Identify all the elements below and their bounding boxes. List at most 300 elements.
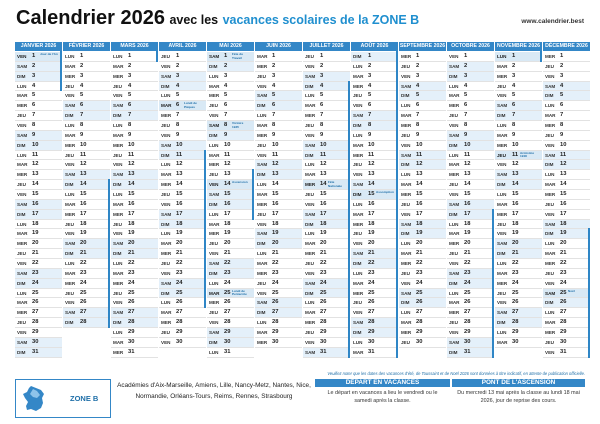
day-cell[interactable] [303,338,350,348]
day-cell[interactable] [303,249,350,259]
day-cell[interactable] [63,298,110,308]
day-cell[interactable] [495,91,542,101]
day-cell[interactable] [495,269,542,279]
day-cell[interactable] [255,111,302,121]
day-cell[interactable] [351,141,398,151]
day-cell[interactable] [159,101,206,111]
day-cell[interactable] [111,210,158,220]
day-cell[interactable] [15,289,62,299]
day-cell[interactable] [15,210,62,220]
day-cell[interactable] [399,220,446,230]
day-cell[interactable] [447,180,494,190]
day-cell[interactable] [15,170,62,180]
day-cell[interactable] [399,121,446,131]
day-cell[interactable] [111,101,158,111]
day-cell[interactable] [303,318,350,328]
day-cell[interactable] [543,91,590,101]
day-cell[interactable] [447,101,494,111]
day-cell[interactable] [111,62,158,72]
day-cell[interactable] [63,279,110,289]
day-cell[interactable] [543,210,590,220]
day-cell[interactable] [111,121,158,131]
day-cell[interactable] [255,52,302,62]
day-cell[interactable] [63,170,110,180]
day-cell[interactable] [111,190,158,200]
day-cell[interactable] [15,338,62,348]
day-cell[interactable] [399,200,446,210]
day-cell[interactable] [111,318,158,328]
day-cell[interactable] [543,190,590,200]
day-cell[interactable] [111,229,158,239]
day-cell[interactable] [207,91,254,101]
day-cell[interactable] [111,348,158,358]
day-cell[interactable] [447,170,494,180]
day-cell[interactable] [351,101,398,111]
day-cell[interactable] [303,72,350,82]
day-cell[interactable] [495,82,542,92]
day-cell[interactable] [543,180,590,190]
day-cell[interactable] [159,249,206,259]
day-cell[interactable] [351,338,398,348]
day-cell[interactable] [495,131,542,141]
day-cell[interactable] [303,62,350,72]
day-cell[interactable] [495,289,542,299]
day-cell[interactable] [303,259,350,269]
day-cell[interactable] [159,289,206,299]
day-cell[interactable] [15,279,62,289]
day-cell[interactable] [351,210,398,220]
day-cell[interactable] [159,91,206,101]
day-cell[interactable] [207,141,254,151]
day-cell[interactable] [255,239,302,249]
day-cell[interactable] [207,131,254,141]
day-cell[interactable] [63,131,110,141]
day-cell[interactable] [303,131,350,141]
day-cell[interactable] [399,338,446,348]
day-cell[interactable] [15,249,62,259]
day-cell[interactable] [63,229,110,239]
day-cell[interactable] [255,190,302,200]
day-cell[interactable] [447,121,494,131]
day-cell[interactable] [63,111,110,121]
day-cell[interactable] [207,210,254,220]
day-cell[interactable] [351,151,398,161]
day-cell[interactable] [351,190,398,200]
day-cell[interactable] [159,121,206,131]
day-cell[interactable] [255,318,302,328]
day-cell[interactable] [543,269,590,279]
day-cell[interactable] [255,180,302,190]
day-cell[interactable] [495,328,542,338]
day-cell[interactable] [255,279,302,289]
day-cell[interactable] [63,160,110,170]
day-cell[interactable] [207,220,254,230]
day-cell[interactable] [111,180,158,190]
day-cell[interactable] [303,239,350,249]
day-cell[interactable] [255,151,302,161]
day-cell[interactable] [15,101,62,111]
day-cell[interactable] [159,160,206,170]
day-cell[interactable] [351,52,398,62]
day-cell[interactable] [15,180,62,190]
day-cell[interactable] [303,269,350,279]
day-cell[interactable] [63,62,110,72]
day-cell[interactable] [447,111,494,121]
day-cell[interactable] [543,249,590,259]
day-cell[interactable] [447,72,494,82]
day-cell[interactable] [159,269,206,279]
day-cell[interactable] [207,52,254,62]
day-cell[interactable] [111,151,158,161]
day-cell[interactable] [303,52,350,62]
day-cell[interactable] [303,190,350,200]
day-cell[interactable] [207,239,254,249]
day-cell[interactable] [495,200,542,210]
day-cell[interactable] [303,121,350,131]
day-cell[interactable] [447,151,494,161]
day-cell[interactable] [399,190,446,200]
day-cell[interactable] [15,239,62,249]
day-cell[interactable] [303,348,350,358]
day-cell[interactable] [495,52,542,62]
day-cell[interactable] [63,289,110,299]
day-cell[interactable] [207,111,254,121]
day-cell[interactable] [111,289,158,299]
day-cell[interactable] [543,259,590,269]
day-cell[interactable] [399,131,446,141]
day-cell[interactable] [111,200,158,210]
day-cell[interactable] [543,200,590,210]
day-cell[interactable] [63,82,110,92]
day-cell[interactable] [207,82,254,92]
day-cell[interactable] [303,101,350,111]
day-cell[interactable] [159,170,206,180]
day-cell[interactable] [495,72,542,82]
day-cell[interactable] [399,318,446,328]
day-cell[interactable] [543,121,590,131]
day-cell[interactable] [63,141,110,151]
day-cell[interactable] [159,72,206,82]
day-cell[interactable] [63,190,110,200]
day-cell[interactable] [207,338,254,348]
day-cell[interactable] [447,338,494,348]
day-cell[interactable] [255,298,302,308]
day-cell[interactable] [351,289,398,299]
day-cell[interactable] [447,279,494,289]
day-cell[interactable] [15,151,62,161]
day-cell[interactable] [255,259,302,269]
day-cell[interactable] [399,62,446,72]
day-cell[interactable] [159,229,206,239]
day-cell[interactable] [207,160,254,170]
day-cell[interactable] [159,82,206,92]
day-cell[interactable] [111,308,158,318]
day-cell[interactable] [543,279,590,289]
day-cell[interactable] [207,101,254,111]
day-cell[interactable] [63,269,110,279]
day-cell[interactable] [351,72,398,82]
day-cell[interactable] [351,220,398,230]
day-cell[interactable] [159,210,206,220]
day-cell[interactable] [495,62,542,72]
day-cell[interactable] [255,170,302,180]
day-cell[interactable] [207,328,254,338]
day-cell[interactable] [303,91,350,101]
day-cell[interactable] [255,91,302,101]
day-cell[interactable] [399,111,446,121]
website-link[interactable]: www.calendrier.best [521,18,584,25]
day-cell[interactable] [255,249,302,259]
day-cell[interactable] [303,298,350,308]
day-cell[interactable] [111,269,158,279]
day-cell[interactable] [15,348,62,358]
day-cell[interactable] [399,249,446,259]
day-cell[interactable] [255,308,302,318]
day-cell[interactable] [255,338,302,348]
day-cell[interactable] [351,170,398,180]
day-cell[interactable] [399,259,446,269]
day-cell[interactable] [495,121,542,131]
day-cell[interactable] [399,239,446,249]
day-cell[interactable] [15,52,62,62]
day-cell[interactable] [543,170,590,180]
day-cell[interactable] [15,91,62,101]
day-cell[interactable] [15,111,62,121]
day-cell[interactable] [303,289,350,299]
day-cell[interactable] [543,338,590,348]
day-cell[interactable] [351,328,398,338]
day-cell[interactable] [303,220,350,230]
day-cell[interactable] [447,190,494,200]
day-cell[interactable] [111,131,158,141]
day-cell[interactable] [303,210,350,220]
day-cell[interactable] [351,259,398,269]
day-cell[interactable] [447,308,494,318]
day-cell[interactable] [111,259,158,269]
day-cell[interactable] [15,308,62,318]
day-cell[interactable] [207,180,254,190]
day-cell[interactable] [543,141,590,151]
day-cell[interactable] [15,62,62,72]
day-cell[interactable] [111,91,158,101]
day-cell[interactable] [15,318,62,328]
day-cell[interactable] [303,160,350,170]
day-cell[interactable] [495,101,542,111]
day-cell[interactable] [15,259,62,269]
day-cell[interactable] [303,200,350,210]
day-cell[interactable] [207,279,254,289]
day-cell[interactable] [447,82,494,92]
day-cell[interactable] [447,318,494,328]
day-cell[interactable] [543,72,590,82]
day-cell[interactable] [63,249,110,259]
day-cell[interactable] [351,249,398,259]
day-cell[interactable] [111,82,158,92]
day-cell[interactable] [495,210,542,220]
day-cell[interactable] [255,62,302,72]
day-cell[interactable] [303,279,350,289]
day-cell[interactable] [207,62,254,72]
day-cell[interactable] [159,111,206,121]
day-cell[interactable] [543,318,590,328]
day-cell[interactable] [447,269,494,279]
day-cell[interactable] [63,318,110,328]
day-cell[interactable] [399,151,446,161]
day-cell[interactable] [399,91,446,101]
day-cell[interactable] [255,229,302,239]
day-cell[interactable] [63,180,110,190]
day-cell[interactable] [447,298,494,308]
day-cell[interactable] [351,308,398,318]
day-cell[interactable] [495,249,542,259]
day-cell[interactable] [351,229,398,239]
day-cell[interactable] [159,279,206,289]
day-cell[interactable] [207,269,254,279]
day-cell[interactable] [15,72,62,82]
day-cell[interactable] [255,82,302,92]
day-cell[interactable] [63,121,110,131]
day-cell[interactable] [351,111,398,121]
day-cell[interactable] [447,220,494,230]
day-cell[interactable] [255,210,302,220]
day-cell[interactable] [111,220,158,230]
day-cell[interactable] [63,52,110,62]
day-cell[interactable] [207,121,254,131]
day-cell[interactable] [399,328,446,338]
day-cell[interactable] [351,91,398,101]
day-cell[interactable] [207,229,254,239]
day-cell[interactable] [111,72,158,82]
day-cell[interactable] [207,348,254,358]
day-cell[interactable] [447,289,494,299]
day-cell[interactable] [15,200,62,210]
day-cell[interactable] [159,328,206,338]
day-cell[interactable] [543,308,590,318]
day-cell[interactable] [495,141,542,151]
day-cell[interactable] [399,308,446,318]
day-cell[interactable] [399,141,446,151]
day-cell[interactable] [303,141,350,151]
day-cell[interactable] [63,200,110,210]
day-cell[interactable] [63,259,110,269]
day-cell[interactable] [303,170,350,180]
day-cell[interactable] [255,72,302,82]
day-cell[interactable] [399,101,446,111]
day-cell[interactable] [255,160,302,170]
day-cell[interactable] [159,180,206,190]
day-cell[interactable] [15,160,62,170]
day-cell[interactable] [543,101,590,111]
day-cell[interactable] [63,151,110,161]
day-cell[interactable] [159,131,206,141]
day-cell[interactable] [351,318,398,328]
day-cell[interactable] [63,91,110,101]
day-cell[interactable] [207,308,254,318]
day-cell[interactable] [15,220,62,230]
day-cell[interactable] [207,298,254,308]
day-cell[interactable] [111,111,158,121]
day-cell[interactable] [159,338,206,348]
day-cell[interactable] [303,308,350,318]
day-cell[interactable] [159,308,206,318]
day-cell[interactable] [543,229,590,239]
day-cell[interactable] [543,298,590,308]
day-cell[interactable] [111,141,158,151]
day-cell[interactable] [159,52,206,62]
day-cell[interactable] [447,141,494,151]
day-cell[interactable] [399,72,446,82]
day-cell[interactable] [351,269,398,279]
day-cell[interactable] [207,289,254,299]
day-cell[interactable] [207,170,254,180]
day-cell[interactable] [399,160,446,170]
day-cell[interactable] [159,190,206,200]
day-cell[interactable] [495,180,542,190]
day-cell[interactable] [447,62,494,72]
day-cell[interactable] [495,229,542,239]
day-cell[interactable] [111,298,158,308]
day-cell[interactable] [303,229,350,239]
day-cell[interactable] [111,249,158,259]
day-cell[interactable] [399,52,446,62]
day-cell[interactable] [543,239,590,249]
day-cell[interactable] [63,308,110,318]
day-cell[interactable] [111,160,158,170]
day-cell[interactable] [495,239,542,249]
day-cell[interactable] [495,170,542,180]
day-cell[interactable] [255,121,302,131]
day-cell[interactable] [447,200,494,210]
day-cell[interactable] [543,111,590,121]
day-cell[interactable] [351,239,398,249]
day-cell[interactable] [159,62,206,72]
day-cell[interactable] [447,328,494,338]
day-cell[interactable] [399,210,446,220]
day-cell[interactable] [399,229,446,239]
day-cell[interactable] [543,62,590,72]
day-cell[interactable] [495,308,542,318]
day-cell[interactable] [15,229,62,239]
day-cell[interactable] [447,91,494,101]
day-cell[interactable] [159,141,206,151]
day-cell[interactable] [351,180,398,190]
day-cell[interactable] [447,210,494,220]
day-cell[interactable] [159,151,206,161]
day-cell[interactable] [207,151,254,161]
day-cell[interactable] [495,220,542,230]
day-cell[interactable] [303,151,350,161]
day-cell[interactable] [15,141,62,151]
day-cell[interactable] [159,200,206,210]
day-cell[interactable] [399,298,446,308]
day-cell[interactable] [351,121,398,131]
day-cell[interactable] [15,298,62,308]
day-cell[interactable] [351,160,398,170]
day-cell[interactable] [351,348,398,358]
day-cell[interactable] [495,160,542,170]
day-cell[interactable] [351,298,398,308]
day-cell[interactable] [207,259,254,269]
day-cell[interactable] [111,170,158,180]
day-cell[interactable] [111,239,158,249]
day-cell[interactable] [399,279,446,289]
day-cell[interactable] [111,279,158,289]
day-cell[interactable] [159,318,206,328]
day-cell[interactable] [303,180,350,190]
day-cell[interactable] [495,190,542,200]
day-cell[interactable] [399,82,446,92]
day-cell[interactable] [447,239,494,249]
